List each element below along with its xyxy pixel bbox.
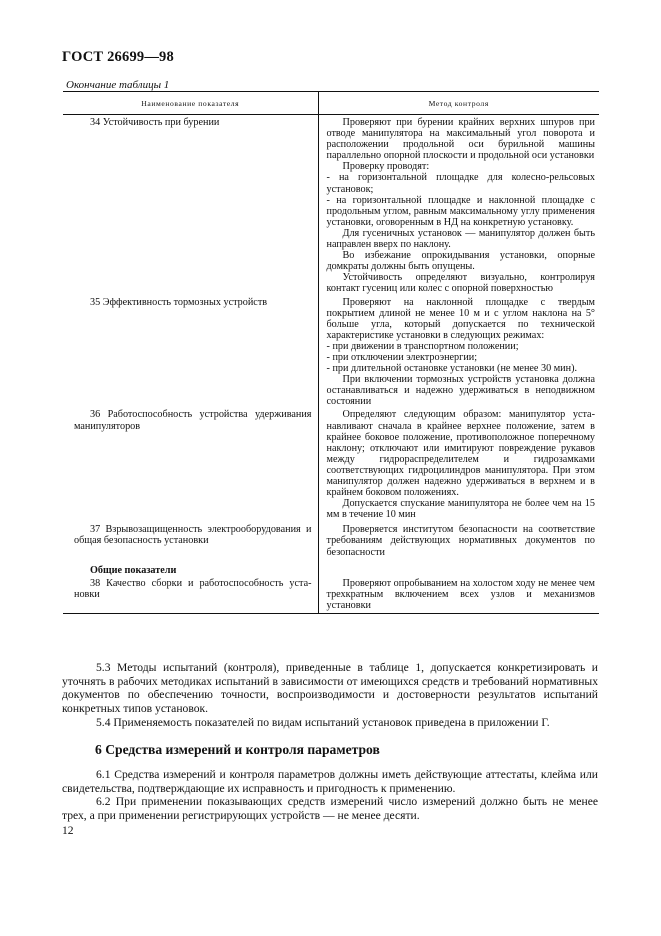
indicator-name <box>63 115 318 295</box>
page-number: 12 <box>62 824 74 837</box>
table-row <box>63 295 599 408</box>
method-text: Допускается спускание манипулятора не более чем на 15 мм в течение 10 мин <box>326 498 595 521</box>
table-caption: Окончание таблицы 1 <box>66 79 170 91</box>
indicator-name <box>63 520 318 557</box>
table-header-row <box>63 92 599 115</box>
method-text: - при отключении электроэнергии; <box>326 351 478 363</box>
method-text: - при длительной остановке установки (не менее 30 мин). <box>326 363 578 375</box>
method-text: - на горизонтальной площадке для колесно-рельсовых установок; <box>326 172 595 195</box>
indicator-name <box>63 576 318 614</box>
header-indicator-name: Наименование показателя <box>63 92 318 115</box>
indicator-text: 36 Работоспособность устройства удерживания манипуляторов <box>74 409 312 432</box>
indicator-text: 37 Взрывозащищенность электрооборудования и общая безопасность установки <box>74 524 312 547</box>
method-text: Проверяется институтом безопасности на соответствие требованиям действующих нормативных документов по безопасности <box>326 524 595 558</box>
indicator-text: 35 Эффективность тормозных устройств <box>90 296 268 308</box>
table-row <box>63 576 599 614</box>
method-text: Для гусеничных установок — манипулятор должен быть направлен вверх по наклону. <box>326 227 595 251</box>
empty-cell <box>318 558 599 576</box>
table-section-row <box>63 558 599 576</box>
method-text: - на горизонтальной площадке и наклонной площадке с продольным углом, равным максимальному углу применения установки, оговоренным в НД на конкретную установку. <box>326 194 595 228</box>
method-text: Проверяют при бурении крайних верхних шпуров при отводе манипулятора на максимальный угол поворота и расположении продольной оси бурильной машины параллельно опорной плоскости и продольной оси установки <box>326 117 595 162</box>
control-method <box>318 115 599 295</box>
method-text: Проверяют опробыванием на холостом ходу не менее чем трехкратным включением всех узлов и механизмов установки <box>326 577 595 611</box>
method-text: Во избежание опрокидывания установки, опорные домкраты должны быть опущены. <box>326 250 595 273</box>
indicator-name <box>63 407 318 520</box>
control-method <box>318 295 599 408</box>
control-method <box>318 407 599 520</box>
indicators-table <box>63 91 599 614</box>
method-text: Устойчивость определяют визуально, контролируя контакт гусениц или колес с опорной поверхностью <box>326 272 595 295</box>
indicator-name <box>63 295 318 408</box>
document-code: ГОСТ 26699—98 <box>62 49 174 65</box>
paragraph-5-3: 5.3 Методы испытаний (контроля), приведенные в таблице 1, допускается конкретизировать и уточнять в рабочих методиках испытаний в зависимости от имеющихся средств и требований нормативных документов по обеспечению точности, воспроизводимости и достоверности результатов испытаний конкретных типов установок. <box>62 661 598 715</box>
indicator-text: 34 Устойчивость при бурении <box>90 117 220 128</box>
table-row <box>63 520 599 557</box>
header-control-method: Метод контроля <box>318 92 599 115</box>
method-text: Определяют следующим образом: манипулятор устанавливают сначала в крайнее верхнее положение, затем в крайнее боковое положение, противоположное поперечному наклону; отключают или имитируют повреждение рукавов между гидрораспределителем и гидрозамками соответствующих гидроцилиндров манипулятора. При этом манипулятор должен надежно удерживаться в верхнем и в крайнем боковом положениях. <box>326 409 595 499</box>
method-text: Проверку проводят: <box>342 161 430 173</box>
section-label-text: Общие показатели <box>90 564 177 576</box>
section-label <box>63 558 318 576</box>
method-text: Проверяют на наклонной площадке с твердым покрытием длиной не менее 10 м и с углом наклона на 5° больше угла, который допускается по технической характеристике установки в следующих режимах: <box>326 296 595 341</box>
table-row <box>63 115 599 295</box>
paragraph-6-1: 6.1 Средства измерений и контроля параметров должны иметь действующие аттестаты, клейма или свидетельства, подтверждающие их исправность и пригодность к применению. <box>62 768 598 795</box>
control-method <box>318 576 599 614</box>
table-row <box>63 407 599 520</box>
method-text: - при движении в транспортном положении; <box>326 340 519 352</box>
control-method <box>318 520 599 557</box>
paragraph-5-4: 5.4 Применяемость показателей по видам испытаний установок приведена в приложении Г. <box>96 716 550 729</box>
paragraph-6-2: 6.2 При применении показывающих средств измерений число измерений должно быть не менее трех, а при применении регистрирующих устройств — не менее десяти. <box>62 795 598 822</box>
method-text: При включении тормозных устройств установка должна останавливаться и надежно удерживаться в неподвижном состоянии <box>326 374 595 408</box>
indicator-text: 38 Качество сборки и работоспособность установки <box>74 577 312 600</box>
section-6-title: 6 Средства измерений и контроля параметров <box>95 742 380 757</box>
